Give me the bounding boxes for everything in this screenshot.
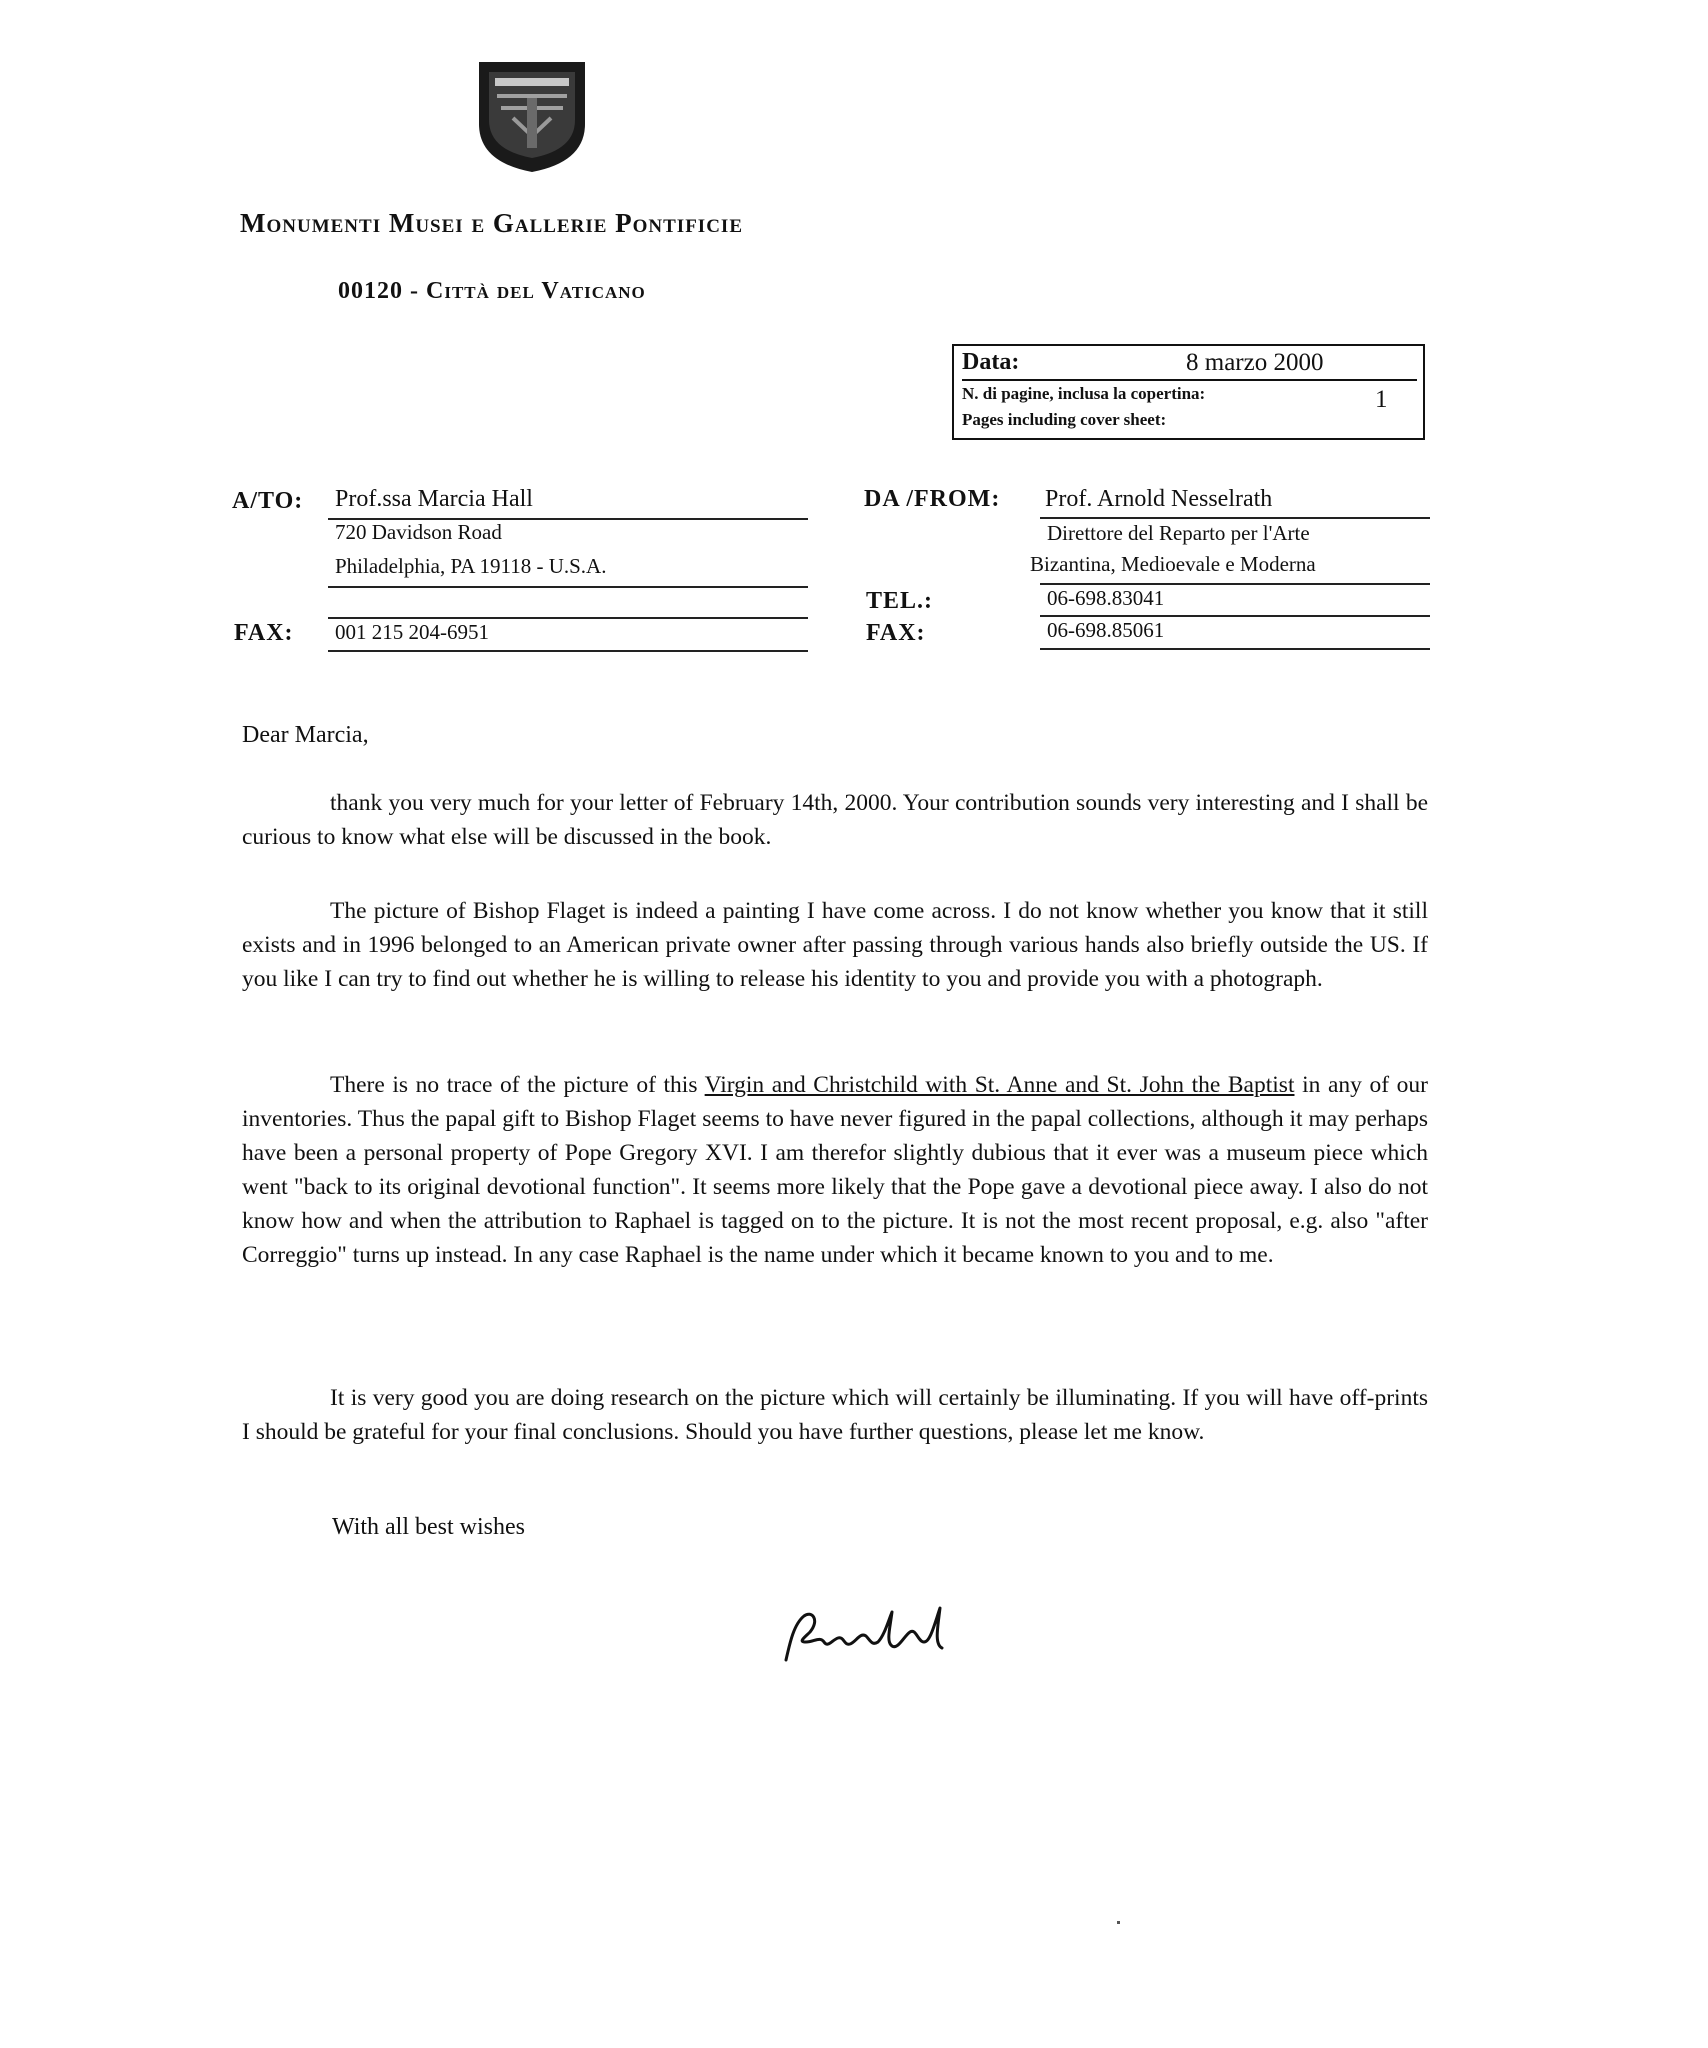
sender-title-line1: Direttore del Reparto per l'Arte: [1047, 521, 1310, 545]
painting-title: Virgin and Christchild with St. Anne and St. John the Baptist: [704, 1072, 1295, 1098]
recipient-name: Prof.ssa Marcia Hall: [335, 486, 533, 512]
handwritten-signature: [780, 1602, 960, 1674]
to-label: A/TO:: [232, 488, 304, 514]
paragraph-4: [242, 1381, 1428, 1449]
sender-title-line2: Bizantina, Medioevale e Moderna: [1030, 552, 1316, 576]
paragraph-4-text: It is very good you are doing research on the picture which will certainly be illuminating. If you will have off-prints I should be grateful for your final conclusions. Should you have further questions, please let me know.: [242, 1385, 1428, 1445]
divider: [1040, 517, 1430, 519]
pages-count: 1: [1375, 386, 1388, 413]
organization-name: Monumenti Musei e Gallerie Pontificie: [240, 208, 743, 238]
fax-date-box: [952, 344, 1425, 440]
paragraph-2: [242, 894, 1428, 996]
divider: [328, 650, 808, 652]
salutation: Dear Marcia,: [242, 722, 369, 748]
sender-fax-label: FAX:: [866, 620, 926, 646]
paragraph-3-text: [242, 1068, 1428, 1272]
sender-fax-number: 06-698.85061: [1047, 618, 1165, 642]
recipient-address-line1: 720 Davidson Road: [335, 520, 502, 544]
divider: [1040, 583, 1430, 585]
city-line: 00120 - Città del Vaticano: [338, 278, 646, 304]
recipient-fax-label: FAX:: [234, 620, 294, 646]
sender-name: Prof. Arnold Nesselrath: [1045, 486, 1273, 512]
divider: [328, 586, 808, 588]
closing: With all best wishes: [332, 1514, 526, 1540]
pages-label-italian: N. di pagine, inclusa la copertina:: [962, 384, 1206, 403]
tel-label: TEL.:: [866, 588, 934, 614]
pages-label-english: Pages including cover sheet:: [962, 410, 1167, 429]
from-label: DA /FROM:: [864, 486, 1001, 512]
paragraph-1: [242, 786, 1428, 854]
date-row: [962, 349, 1417, 381]
sender-tel-number: 06-698.83041: [1047, 586, 1165, 610]
divider: [328, 617, 808, 619]
divider: [1040, 648, 1430, 650]
recipient-address-line2: Philadelphia, PA 19118 - U.S.A.: [335, 554, 607, 578]
paragraph-2-text: The picture of Bishop Flaget is indeed a painting I have come across. I do not know whether you know that it still exists and in 1996 belonged to an American private owner after passing through various hands also briefly outside the US. If you like I can try to find out whether he is willing to release his identity to you and provide you with a photograph.: [242, 898, 1428, 992]
paragraph-1-text: thank you very much for your letter of February 14th, 2000. Your contribution sounds very interesting and I shall be curious to know what else will be discussed in the book.: [242, 790, 1428, 850]
recipient-fax-number: 001 215 204-6951: [335, 620, 489, 644]
papal-crest-icon: [473, 58, 591, 174]
paragraph-3-intro: There is no trace of the picture of this: [330, 1072, 705, 1098]
paragraph-3-rest: in any of our inventories. Thus the papal gift to Bishop Flaget seems to have never figured in the papal collections, although it may perhaps have been a personal property of Pope Gregory XVI. I am therefor slightly dubious that it ever was a museum piece which went "back to its original devotional function". It seems more likely that the Pope gave a devotional piece away. I also do not know how and when the attribution to Raphael is tagged on to the picture. It is not the most recent proposal, e.g. also "after Correggio" turns up instead. In any case Raphael is the name under which it became known to you and to me.: [242, 1072, 1428, 1268]
paragraph-3: [242, 1068, 1428, 1272]
divider: [1040, 615, 1430, 617]
date-label: Data:: [962, 349, 1020, 375]
scan-speck: [1117, 1921, 1120, 1924]
date-value: 8 marzo 2000: [1186, 349, 1324, 376]
